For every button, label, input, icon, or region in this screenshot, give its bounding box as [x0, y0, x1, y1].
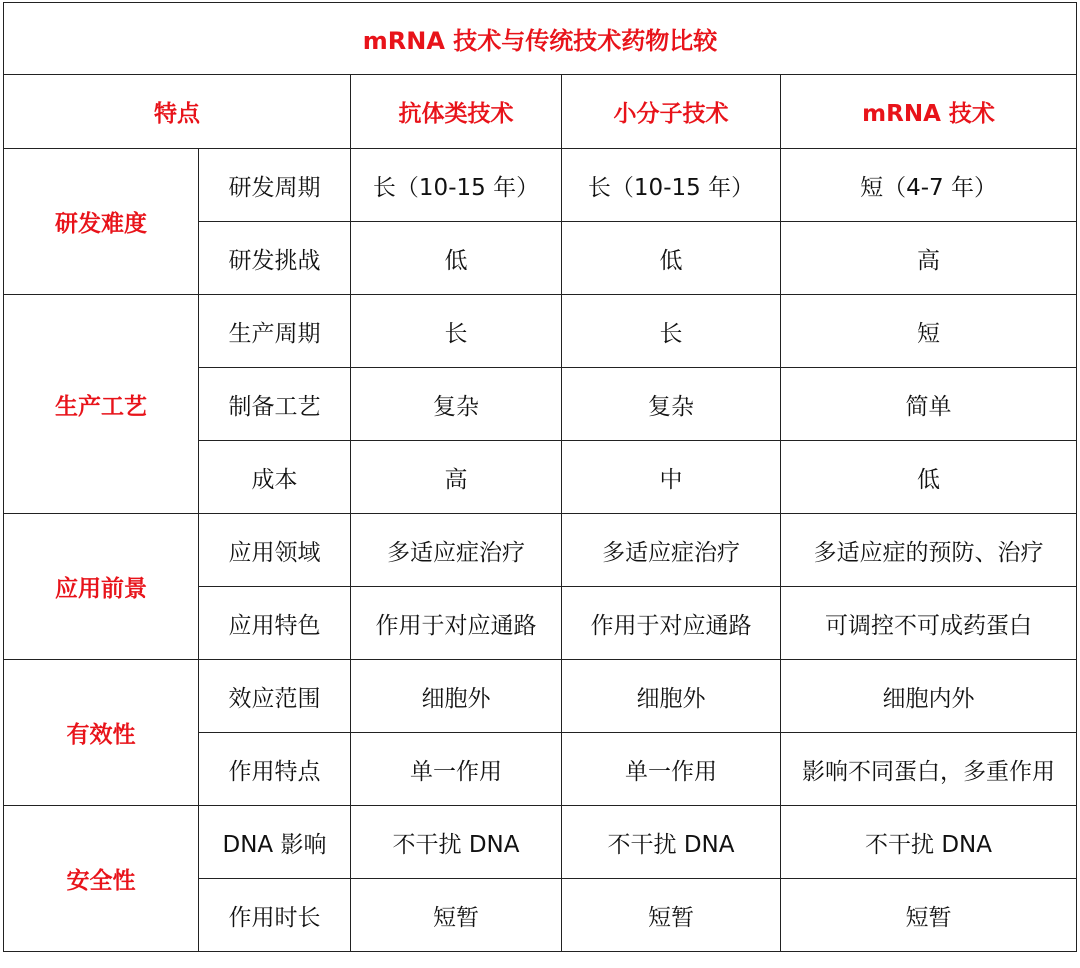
row-label: 生产周期 [199, 295, 351, 368]
row-label: 应用领域 [199, 514, 351, 587]
title-row [4, 3, 1077, 75]
row-label: 制备工艺 [199, 368, 351, 441]
cell-small-molecule: 长 [562, 295, 781, 368]
comparison-table [3, 2, 1077, 952]
cell-mrna: 短暂 [781, 879, 1077, 952]
cell-mrna: 多适应症的预防、治疗 [781, 514, 1077, 587]
header-feature: 特点 [4, 75, 351, 149]
cell-mrna: 短 [781, 295, 1077, 368]
group-label-efficacy: 有效性 [4, 660, 199, 806]
cell-antibody: 细胞外 [351, 660, 562, 733]
row-label: 作用时长 [199, 879, 351, 952]
header-small-molecule: 小分子技术 [562, 75, 781, 149]
cell-antibody: 多适应症治疗 [351, 514, 562, 587]
row-label: 应用特色 [199, 587, 351, 660]
header-row [4, 75, 1077, 149]
cell-small-molecule: 作用于对应通路 [562, 587, 781, 660]
cell-small-molecule: 多适应症治疗 [562, 514, 781, 587]
row-label: DNA 影响 [199, 806, 351, 879]
header-antibody: 抗体类技术 [351, 75, 562, 149]
cell-small-molecule: 短暂 [562, 879, 781, 952]
header-mrna: mRNA 技术 [781, 75, 1077, 149]
cell-antibody: 短暂 [351, 879, 562, 952]
cell-antibody: 作用于对应通路 [351, 587, 562, 660]
cell-antibody: 低 [351, 222, 562, 295]
group-label-application: 应用前景 [4, 514, 199, 660]
cell-mrna: 短（4-7 年） [781, 149, 1077, 222]
cell-antibody: 复杂 [351, 368, 562, 441]
cell-mrna: 不干扰 DNA [781, 806, 1077, 879]
cell-mrna: 细胞内外 [781, 660, 1077, 733]
table-row [4, 806, 1077, 879]
table-row [4, 295, 1077, 368]
cell-mrna: 影响不同蛋白，多重作用 [781, 733, 1077, 806]
table-row [4, 660, 1077, 733]
row-label: 研发挑战 [199, 222, 351, 295]
cell-small-molecule: 复杂 [562, 368, 781, 441]
cell-small-molecule: 长（10-15 年） [562, 149, 781, 222]
cell-mrna: 可调控不可成药蛋白 [781, 587, 1077, 660]
cell-mrna: 高 [781, 222, 1077, 295]
comparison-table-body [4, 3, 1077, 952]
table-title: mRNA 技术与传统技术药物比较 [4, 3, 1077, 75]
table-row [4, 149, 1077, 222]
group-label-safety: 安全性 [4, 806, 199, 952]
cell-small-molecule: 不干扰 DNA [562, 806, 781, 879]
cell-mrna: 低 [781, 441, 1077, 514]
cell-small-molecule: 低 [562, 222, 781, 295]
cell-small-molecule: 中 [562, 441, 781, 514]
cell-antibody: 单一作用 [351, 733, 562, 806]
row-label: 效应范围 [199, 660, 351, 733]
row-label: 作用特点 [199, 733, 351, 806]
group-label-rd-difficulty: 研发难度 [4, 149, 199, 295]
group-label-production: 生产工艺 [4, 295, 199, 514]
cell-antibody: 长 [351, 295, 562, 368]
cell-antibody: 高 [351, 441, 562, 514]
cell-mrna: 简单 [781, 368, 1077, 441]
cell-antibody: 长（10-15 年） [351, 149, 562, 222]
cell-small-molecule: 细胞外 [562, 660, 781, 733]
row-label: 研发周期 [199, 149, 351, 222]
row-label: 成本 [199, 441, 351, 514]
table-row [4, 514, 1077, 587]
cell-small-molecule: 单一作用 [562, 733, 781, 806]
cell-antibody: 不干扰 DNA [351, 806, 562, 879]
